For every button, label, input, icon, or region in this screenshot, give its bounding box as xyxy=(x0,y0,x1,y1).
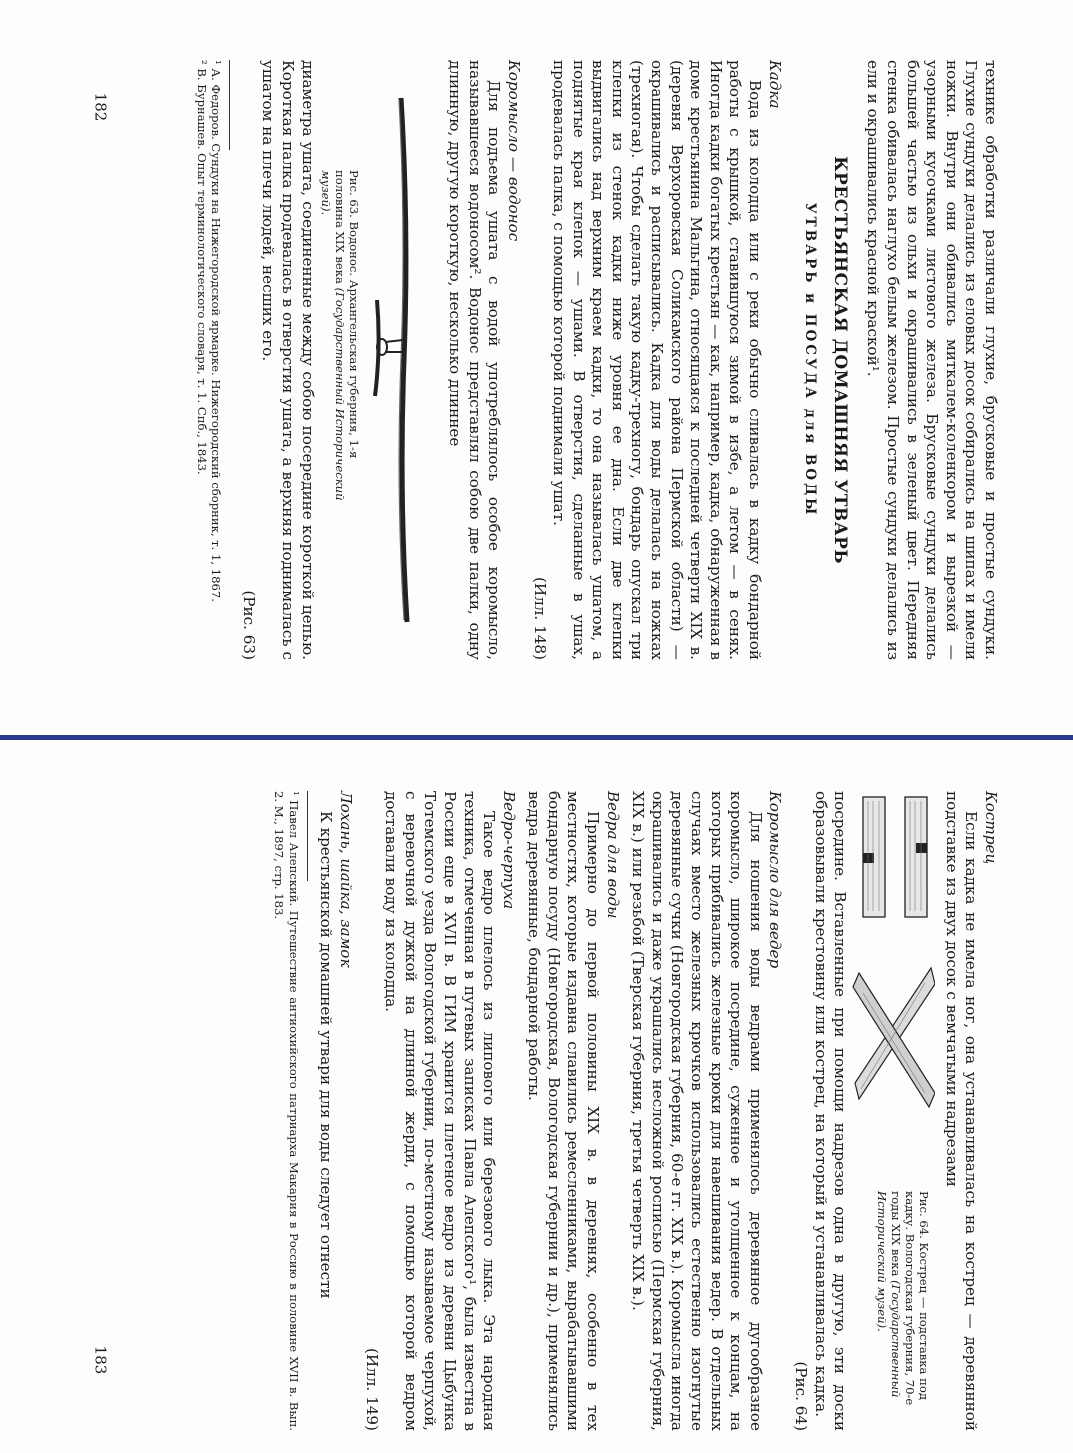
figure-64-caption-museum: (Государственный Исторический музей). xyxy=(875,1191,904,1398)
lokhan-text: К крестьянской домашней утвари для воды следует отнести xyxy=(317,811,336,1299)
footnote-2: ² В. Бурнашев. Опыт терминологического словаря, т. 1. Спб., 1843. xyxy=(194,60,209,475)
footnote-rule xyxy=(307,791,308,881)
kostrets-text-2: посредине. Вставленные при помощи надрезов одна в другую, эти доски образовывали крестовину или кострец, на который и устанавливалась кадка. xyxy=(811,791,850,1431)
chapter-title: КРЕСТЬЯНСКАЯ ДОМАШНЯЯ УТВАРЬ xyxy=(829,156,850,564)
vedro-ref: (Илл. 149) xyxy=(362,1347,381,1431)
page-number: 183 xyxy=(91,1345,110,1375)
koromyslo-text: Для подъема ушата с водой употреблялось особое коромысло, называвшееся водоносом². Водонос представлял собою две палки, одну длинную, другую короткую, несколько длиннее xyxy=(446,60,504,660)
figure-63-caption-museum: (Государственный Исторический музей). xyxy=(318,170,347,501)
after-figure-text: диаметра ушата, соединенные между собою посередине короткой цепью. Короткая палка продевалась в отверстия ушата, а верхняя поднималась с ушатом на плечи людей, несших его. xyxy=(259,60,317,660)
rotated-page-content xyxy=(40,60,1000,680)
figure-64 xyxy=(849,791,941,1431)
page-number: 182 xyxy=(91,92,110,122)
figure-63 xyxy=(317,60,445,660)
page-divider xyxy=(0,735,1073,740)
vedro-heading: Ведро-черпуха xyxy=(499,791,518,910)
figure-63-caption xyxy=(319,170,361,510)
kostrets-illustration xyxy=(851,793,935,1183)
figure-63-caption-main: Рис. 63. Водонос. Архангельская губерния, 1-я половина XIX века xyxy=(332,170,361,459)
kostrets-text: Если кадка не имела ног, она устанавливалась на кострец — деревянной подставке из двух досок с вемчатыми надрезами xyxy=(942,791,981,1431)
intro-paragraph: технике обработки различали глухие, брусковые и простые сундуки. Глухие сундуки делались из еловых досок собирались на шипах и имели ножки. Внутри они обивались миткалем-коленкором и вырезкой — узорными кусочками листового железа. Брусковые сундуки делались большей частью из ольхи и окрашивались в зеленый цвет. Передняя стенка обивалась наглухо белым железом. Простые сундуки делались из ели и окрашивались красной краской¹. xyxy=(864,60,1000,660)
figure-64-caption xyxy=(875,1191,931,1427)
figure-64-caption-main: Рис. 64. Кострец — подставка под кадку. Вологодская губерния, 70-е годы XIX века xyxy=(889,1191,932,1406)
footnote-rule xyxy=(229,60,230,150)
after-figure-ref: (Рис. 63) xyxy=(239,590,258,660)
rotated-page-content xyxy=(40,791,1000,1451)
vodonos-illustration xyxy=(367,90,437,630)
vedra-heading: Ведра для воды xyxy=(603,791,622,919)
kostrets-ref: (Рис. 64) xyxy=(792,1361,811,1431)
main-column xyxy=(272,791,1000,1431)
footnote-1: ¹ Павел Алепский. Путешествие антиохийского патриарха Макария в Россию в половине XVII в. Вып. 2. М., 1897, стр. 183. xyxy=(272,791,301,1431)
section-title: УТВАРЬ и ПОСУДА для ВОДЫ xyxy=(802,202,819,518)
main-column xyxy=(194,60,1000,660)
koromyslo-vedra-heading: Коромысло для ведер xyxy=(766,791,785,969)
kostrets-heading: Кострец xyxy=(982,791,1000,865)
koromyslo-heading: Коромысло — водонос xyxy=(504,60,523,242)
koromyslo-vedra-text: Для ношения воды ведрами применялось деревянное дугообразное коромысло, широкое посредине, суженное и утолщенное к концам, на которых прибивались железные крюки для навешивания ведер. В отдельных случаях вместо железных крючков использовались естественно изогнутые деревянные сучки (Новгородская губерния, 60-е гг. XIX в.). Коромысла иногда окрашивались и даже украшались несложной росписью (Пермская губерния, XIX в.) или резьбой (Тверская губерния, третья четверть XIX в.). xyxy=(629,791,765,1431)
kadka-text: Вода из колодца или с реки обычно сливалась в кадку бондарной работы с крышкой, ставившуюся зимой в избе, а летом — в сенях. Иногда кадки богатых крестьян — как, например, кадка, обнаруженная в доме крестьянина Мальгина, относящаяся к последней четверти XIX в. (деревня Верхоровская Соликамского района Пермской области) — окрашивались и расписывались. Кадка для воды делалась на ножках (трехногая). Чтобы сделать такую кадку-трехногу, бондарь опускал три клепки из стенок кадки ниже уровня ее дна. Если две клепки выдвигались над верхним краем кадки, то она называлась ушатом, а поднятые края клепок — ушами. В отверстия, сделанные в ушах, продевалась палка, с помощью которой поднимали ушат. xyxy=(550,60,765,660)
footnote-1: ¹ А. Федоров. Сундуки на Нижегородской ярмарке. Нижегородский сборник, т. 1, 1867. xyxy=(209,60,224,602)
vedro-text: Такое ведро плелось из липового или березового лыка. Эта народная техника, отмеченная в путевых записках Павла Алепского¹, была известна в России еще в XVII в. В ГИМ хранится плетеное ведро из деревни Цыбунка Тотемского уезда Вологодской губернии, по-местному называемое черпухой, с веревочной дужкой на длинной жерди, с помощью которой ведром доставали воду из колодца. xyxy=(382,791,499,1431)
book-page-183 xyxy=(0,741,1073,1453)
vedra-text: Примерно до первой половины XIX в. в деревнях, особенно в тех местностях, которые издавна славились ремесленниками, вырабатывавшими бондарную посуду (Новгородская, Вологодская губернии и др.), применялись ведра деревянные, бондарной работы. xyxy=(525,791,603,1431)
kadka-heading: Кадка xyxy=(765,60,784,109)
kadka-ref: (Илл. 148) xyxy=(530,576,549,660)
lokhan-heading: Лохань, шайка, замок xyxy=(336,791,355,968)
